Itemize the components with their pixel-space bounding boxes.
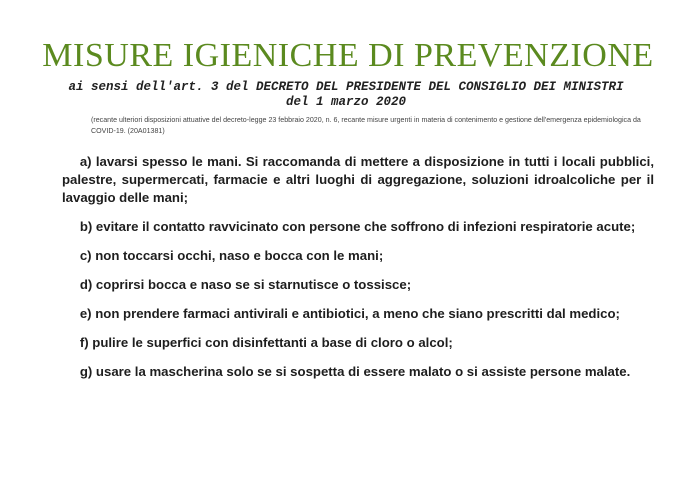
measure-item-a: a) lavarsi spesso le mani. Si raccomanda di mettere a disposizione in tutti i locali pubblici, palestre, supermercati, farmacie e altri luoghi di aggregazione, soluzioni idroalcoliche per il lavaggio delle mani; bbox=[62, 154, 654, 205]
measure-item-f: f) pulire le superfici con disinfettanti a base di cloro o alcol; bbox=[79, 335, 453, 350]
document-subtitle: ai sensi dell'art. 3 del DECRETO DEL PRESIDENTE DEL CONSIGLIO DEI MINISTRI del 1 marzo 2020 bbox=[68, 80, 624, 109]
measure-item-b: b) evitare il contatto ravvicinato con persone che soffrono di infezioni respiratorie acute; bbox=[79, 219, 636, 234]
measure-item-g: g) usare la mascherina solo se si sospetta di essere malato o si assiste persone malate. bbox=[79, 364, 631, 379]
measure-item-e: e) non prendere farmaci antivirali e antibiotici, a meno che siano prescritti dal medico; bbox=[79, 306, 620, 321]
measures-list bbox=[62, 153, 654, 392]
document-title: MISURE IGIENICHE DI PREVENZIONE bbox=[42, 37, 654, 74]
measure-item-d: d) coprirsi bocca e naso se si starnutisce o tossisce; bbox=[79, 277, 412, 292]
decree-note: (recante ulteriori disposizioni attuative del decreto-legge 23 febbraio 2020, n. 6, recante misure urgenti in materia di contenimento e gestione dell'emergenza epidemiologica da COVID-19. (20A01381) bbox=[91, 116, 641, 135]
measure-item-c: c) non toccarsi occhi, naso e bocca con le mani; bbox=[79, 248, 384, 263]
